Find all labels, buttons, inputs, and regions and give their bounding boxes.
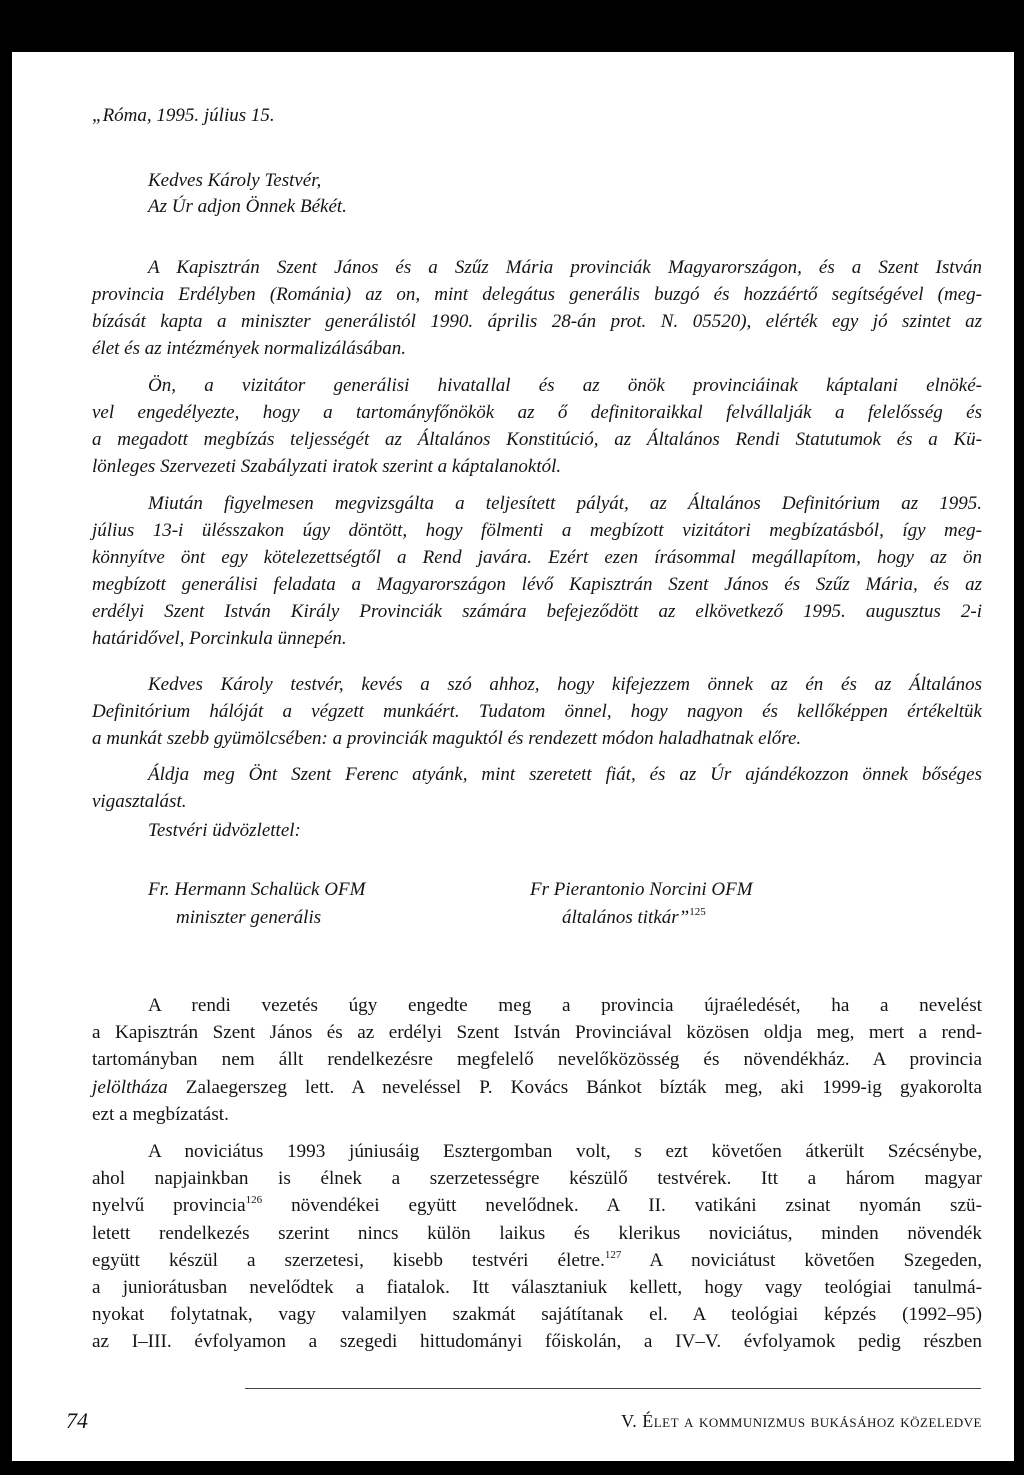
text-line: Definitórium hálóját a végzett munkáért. Tudatom önnel, hogy nagyon és kellőképpen értékeltük (92, 701, 982, 722)
text-line: A rendi vezetés úgy engedte meg a provincia újraéledését, ha a nevelést (148, 995, 982, 1016)
text-line: Ön, a vizitátor generálisi hivatallal és az önök provinciáinak káptalani elnöké- (148, 375, 982, 396)
letter-salutation: Kedves Károly Testvér, (148, 170, 322, 191)
text-line: erdélyi Szent István Király Provinciák számára befejeződött az elkövetkező 1995. augusztus 2-i (92, 601, 982, 622)
body-paragraph-1 (92, 992, 982, 1128)
footnote-marker: 126 (245, 1194, 263, 1207)
signature-right-title (562, 904, 706, 931)
letter-closing-block (92, 817, 982, 844)
text-line (92, 1247, 982, 1274)
text-line: Kedves Károly testvér, kevés a szó ahhoz, hogy kifejezzem önnek az én és az Általános (148, 674, 982, 695)
signature-right-title-text: általános titkár” (562, 907, 690, 928)
text-line: vigasztalást. (92, 791, 187, 812)
text-line: július 13-i ülésszakon úgy döntött, hogy fölmenti a megbízott vizitátori megbízatásból, így meg- (92, 520, 982, 541)
scan-border-right (1014, 0, 1024, 1475)
text-line: letett rendelkezés szerint nincs külön laikus és klerikus noviciátus, minden növendék (92, 1222, 982, 1244)
text-segment: együtt készül a szerzetesi, kisebb testvéri életre. (92, 1249, 605, 1271)
scan-border-bottom (0, 1461, 1024, 1475)
text-segment: Zalaegerszeg lett. A neveléssel P. Kovács Bánkot bízták meg, aki 1999-ig gyakorolta (167, 1076, 982, 1098)
text-line: határidővel, Porcinkula ünnepén. (92, 628, 347, 649)
text-line: lönleges Szervezeti Szabályzati iratok szerint a káptalanoktól. (92, 456, 562, 477)
letter-closing: Testvéri üdvözlettel: (148, 820, 301, 841)
scan-border-top (0, 0, 1024, 52)
page-number: 74 (66, 1408, 88, 1433)
text-line: az I–III. évfolyamon a szegedi hittudományi főiskolán, a IV–V. évfolyamok pedig részben (92, 1331, 982, 1353)
text-line: Miután figyelmesen megvizsgálta a teljesített pályát, az Általános Definitórium az 1995. (148, 493, 982, 514)
text-segment: nyelvű provincia (92, 1195, 246, 1217)
text-line: vel engedélyezte, hogy a tartományfőnökök az ő definitoraikkal felvállalják a felelősség és (92, 402, 982, 423)
running-head: V. Élet a kommunizmus bukásához közeledve (621, 1411, 982, 1431)
text-line: nyokat folytatnak, vagy valamilyen szakmát sajátítanak el. A teológiai képzés (1992–95) (92, 1304, 982, 1326)
text-line: A noviciátus 1993 júniusáig Esztergomban volt, s ezt követően átkerült Szécsénybe, (148, 1141, 982, 1162)
letter-paragraph-5 (92, 761, 982, 815)
footer-rule (245, 1388, 981, 1389)
signature-right-name: Fr Pierantonio Norcini OFM (530, 879, 753, 900)
footnote-marker: 125 (689, 906, 706, 918)
letter-paragraph-3 (92, 490, 982, 652)
text-line: élet és az intézmények normalizálásában. (92, 338, 406, 359)
letter-paragraph-1 (92, 254, 982, 362)
letter-paragraph-2 (92, 372, 982, 480)
letter-greeting: Az Úr adjon Önnek Békét. (148, 196, 347, 217)
text-line: a megadott megbízás teljességét az Általános Konstitúció, az Általános Rendi Statutumok és a Kü- (92, 429, 982, 450)
italic-term: jelöltháza (92, 1076, 168, 1098)
text-line: tartományban nem állt rendelkezésre megfelelő nevelőközösség és növendékház. A provincia (92, 1049, 982, 1071)
text-segment: A noviciátust követően Szegeden, (621, 1249, 982, 1271)
signature-left-title: miniszter generális (176, 907, 322, 928)
text-line: a juniorátusban nevelődtek a fiatalok. Itt választaniuk kellett, hogy vagy teológiai tanulmá- (92, 1277, 982, 1299)
text-line (92, 1192, 982, 1219)
body-paragraph-2 (92, 1138, 982, 1356)
text-line: könnyítve önt egy kötelezettségtől a Rend javára. Ezért ezen írásommal megállapítom, hogy az ön (92, 547, 982, 568)
footnote-marker: 127 (604, 1248, 622, 1261)
scan-border-left (0, 0, 12, 1475)
letter-date: „Róma, 1995. július 15. (92, 105, 275, 126)
text-line: ezt a megbízatást. (92, 1103, 229, 1125)
text-line: Áldja meg Önt Szent Ferenc atyánk, mint szeretett fiát, és az Úr ajándékozzon önnek bőséges (148, 764, 982, 785)
signature-left-name: Fr. Hermann Schalück OFM (148, 879, 366, 900)
text-line: a Kapisztrán Szent János és az erdélyi Szent István Provinciával közösen oldja meg, mert a rend- (92, 1022, 982, 1044)
text-line (92, 1074, 982, 1101)
text-line: ahol napjainkban is élnek a szerzetességre készülő testvérek. Itt a három magyar (92, 1168, 982, 1190)
letter-paragraph-4 (92, 671, 982, 752)
text-line: A Kapisztrán Szent János és a Szűz Mária provinciák Magyarországon, és a Szent István (148, 257, 982, 278)
text-line: provincia Erdélyben (Románia) az on, mint delegátus generális buzgó és hozzáértő segítségével (meg- (92, 284, 982, 305)
text-line: a munkát szebb gyümölcsében: a provinciák maguktól és rendezett módon haladhatnak előre. (92, 728, 802, 749)
text-segment: növendékei együtt nevelődnek. A II. vatikáni zsinat nyomán szü- (262, 1195, 982, 1217)
text-line: megbízott generálisi feladata a Magyarországon lévő Kapisztrán Szent János és Szűz Mária, és az (92, 574, 982, 595)
text-line: bízását kapta a miniszter generálistól 1990. április 28-án prot. N. 05520), elérték egy jó szintet az (92, 311, 982, 332)
